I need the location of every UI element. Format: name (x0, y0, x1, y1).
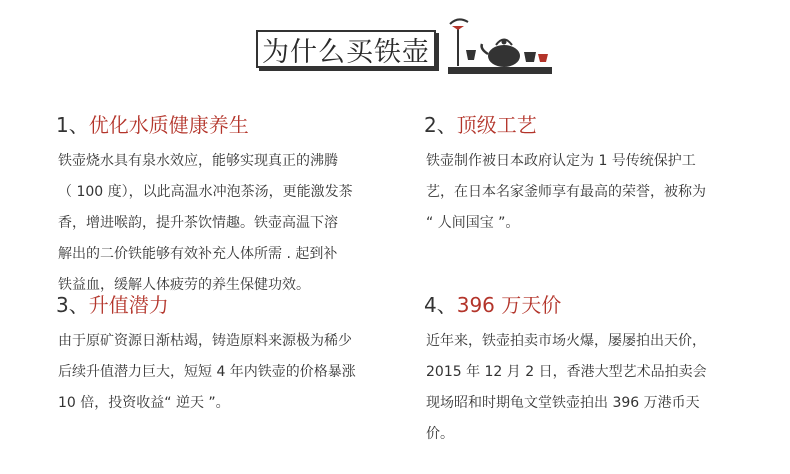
section-heading: 顶级工艺 (456, 113, 537, 137)
section-heading: 396 万天价 (456, 293, 562, 317)
section-number: 2、 (424, 113, 457, 137)
section-title (424, 112, 706, 138)
section-title (56, 292, 356, 318)
teaset-icon (444, 16, 554, 76)
body-line: 铁壶烧水具有泉水效应，能够实现真正的沸腾 (58, 153, 338, 169)
section-craftsmanship (424, 112, 706, 239)
section-record-price (424, 292, 707, 450)
section-title (56, 112, 353, 138)
body-line: 2015 年 12 月 2 日，香港大型艺术品拍卖会 (426, 364, 707, 380)
section-number: 1、 (56, 113, 89, 137)
section-body (58, 146, 353, 301)
body-line: 10 倍，投资收益“ 逆天 ”。 (58, 395, 230, 411)
section-number: 3、 (56, 293, 89, 317)
body-line: 解出的二价铁能够有效补充人体所需 . 起到补 (58, 246, 338, 262)
body-line: 价。 (426, 426, 454, 442)
section-number: 4、 (424, 293, 457, 317)
section-body (58, 326, 356, 419)
section-appreciation (56, 292, 356, 419)
body-line: 后续升值潜力巨大，短短 4 年内铁壶的价格暴涨 (58, 364, 356, 380)
section-heading: 优化水质健康养生 (88, 113, 249, 137)
page-title: 为什么买铁壶 (256, 30, 436, 68)
section-body (426, 326, 707, 450)
section-body (426, 146, 706, 239)
body-line: 由于原矿资源日渐枯竭，铸造原料来源极为稀少 (58, 333, 352, 349)
section-water-quality (56, 112, 353, 301)
banner (256, 30, 556, 72)
body-line: 艺，在日本名家釜师享有最高的荣誉，被称为 (426, 184, 706, 200)
section-title (424, 292, 707, 318)
body-line: “ 人间国宝 ”。 (426, 215, 520, 231)
body-line: 近年来，铁壶拍卖市场火爆，屡屡拍出天价， (426, 333, 706, 349)
body-line: 现场昭和时期龟文堂铁壶拍出 396 万港币天 (426, 395, 700, 411)
body-line: 铁益血，缓解人体疲劳的养生保健功效。 (58, 277, 310, 293)
body-line: （ 100 度），以此高温水冲泡茶汤，更能激发茶 (58, 184, 353, 200)
section-heading: 升值潜力 (88, 293, 169, 317)
body-line: 香，增进喉韵，提升茶饮情趣。铁壶高温下溶 (58, 215, 338, 231)
body-line: 铁壶制作被日本政府认定为 1 号传统保护工 (426, 153, 696, 169)
